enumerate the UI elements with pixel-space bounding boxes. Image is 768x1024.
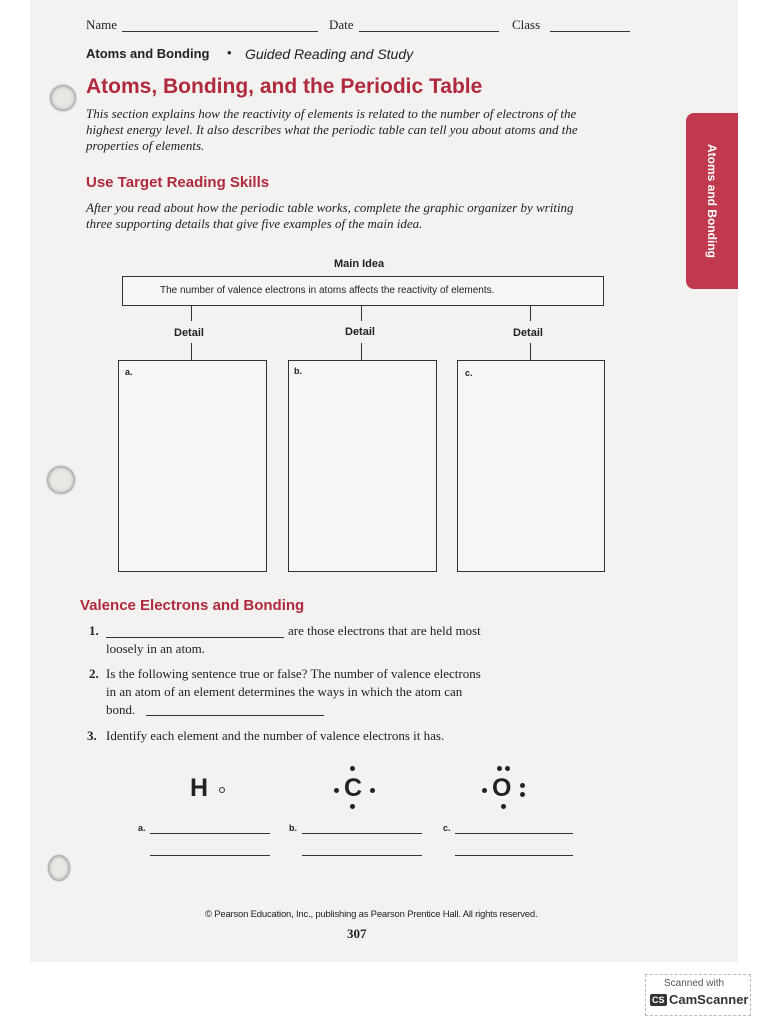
o-electron-dot-top-1 xyxy=(497,766,502,771)
class-label: Class xyxy=(512,17,541,32)
intro-line-2: highest energy level. It also describes what the periodic table can tell you about atoms and the xyxy=(86,122,578,137)
connector-a-top xyxy=(191,305,192,321)
question-1-number: 1. xyxy=(89,623,99,638)
question-2-line-1: Is the following sentence true or false? The number of valence electrons xyxy=(106,666,481,681)
name-blank[interactable] xyxy=(122,31,318,32)
question-2-number: 2. xyxy=(89,666,99,681)
o-electron-dot-bottom xyxy=(501,804,506,809)
intro-line-3: properties of elements. xyxy=(86,138,205,153)
class-blank[interactable] xyxy=(550,31,630,32)
answer-c-blank-1[interactable] xyxy=(455,833,573,834)
camscanner-logo-icon: CS xyxy=(652,995,665,1005)
question-3-text: Identify each element and the number of valence electrons it has. xyxy=(106,728,445,743)
chapter-subtitle: Guided Reading and Study xyxy=(245,46,414,62)
detail-box-a[interactable] xyxy=(118,360,267,572)
scanned-with-text: Scanned with xyxy=(664,978,725,989)
c-electron-dot-bottom xyxy=(350,804,355,809)
answer-a-blank-1[interactable] xyxy=(150,833,270,834)
skills-line-2: three supporting details that give five examples of the main idea. xyxy=(86,216,423,231)
side-tab xyxy=(686,113,738,289)
chapter-separator: • xyxy=(227,45,232,60)
detail-box-b[interactable] xyxy=(288,360,437,572)
element-symbol-o: O xyxy=(492,774,512,802)
question-1-continued: loosely in an atom. xyxy=(106,641,205,656)
answer-letter-c: c. xyxy=(443,823,451,833)
answer-letter-b: b. xyxy=(289,823,297,833)
detail-label-c: Detail xyxy=(513,327,543,339)
chapter-title: Atoms and Bonding xyxy=(86,46,210,61)
side-tab-label: Atoms and Bonding xyxy=(705,144,719,258)
skills-heading: Use Target Reading Skills xyxy=(86,174,270,191)
question-2-line-2: in an atom of an element determines the ways in which the atom can xyxy=(106,684,463,699)
main-idea-label: Main Idea xyxy=(334,258,385,270)
connector-a-bottom xyxy=(191,343,192,360)
o-electron-dot-right-2 xyxy=(520,792,525,797)
name-label: Name xyxy=(86,17,118,32)
binder-hole-middle xyxy=(47,466,75,494)
question-1-text: are those electrons that are held most xyxy=(288,623,481,638)
c-electron-dot-left xyxy=(334,788,339,793)
o-electron-dot-left xyxy=(482,788,487,793)
date-blank[interactable] xyxy=(359,31,499,32)
question-2-line-3: bond. xyxy=(106,702,136,717)
question-2-blank[interactable] xyxy=(146,715,324,716)
element-symbol-c: C xyxy=(344,774,363,802)
date-label: Date xyxy=(329,17,354,32)
o-electron-dot-right-1 xyxy=(520,783,525,788)
binder-hole-top xyxy=(50,85,76,111)
o-electron-dot-top-2 xyxy=(505,766,510,771)
detail-letter-b: b. xyxy=(294,366,302,376)
camscanner-watermark xyxy=(645,974,751,1016)
page-number: 307 xyxy=(347,926,367,941)
answer-c-blank-2[interactable] xyxy=(455,855,573,856)
c-electron-dot-right xyxy=(370,788,375,793)
detail-letter-c: c. xyxy=(465,368,473,378)
binder-hole-bottom xyxy=(48,855,70,881)
detail-label-a: Detail xyxy=(174,327,204,339)
c-electron-dot-top xyxy=(350,766,355,771)
detail-box-c[interactable] xyxy=(457,360,605,572)
answer-a-blank-2[interactable] xyxy=(150,855,270,856)
section-title: Atoms, Bonding, and the Periodic Table xyxy=(86,75,483,98)
connector-b-bottom xyxy=(361,343,362,360)
answer-b-blank-1[interactable] xyxy=(302,833,422,834)
element-symbol-h: H xyxy=(190,774,209,802)
answer-b-blank-2[interactable] xyxy=(302,855,422,856)
detail-label-b: Detail xyxy=(345,326,375,338)
question-1-blank[interactable] xyxy=(106,637,284,638)
copyright-notice: © Pearson Education, Inc., publishing as Pearson Prentice Hall. All rights reserved. xyxy=(205,909,538,920)
skills-line-1: After you read about how the periodic table works, complete the graphic organizer by writing xyxy=(86,200,574,215)
main-idea-text: The number of valence electrons in atoms affects the reactivity of elements. xyxy=(160,285,495,296)
detail-letter-a: a. xyxy=(125,367,133,377)
h-electron-dot xyxy=(219,787,225,793)
camscanner-brand: CamScanner xyxy=(669,992,749,1007)
connector-c-top xyxy=(530,305,531,321)
question-3-number: 3. xyxy=(87,728,97,743)
connector-c-bottom xyxy=(530,343,531,360)
answer-letter-a: a. xyxy=(138,823,146,833)
valence-heading: Valence Electrons and Bonding xyxy=(80,597,305,614)
intro-line-1: This section explains how the reactivity of elements is related to the number of electrons of the xyxy=(86,106,577,121)
connector-b-top xyxy=(361,305,362,321)
